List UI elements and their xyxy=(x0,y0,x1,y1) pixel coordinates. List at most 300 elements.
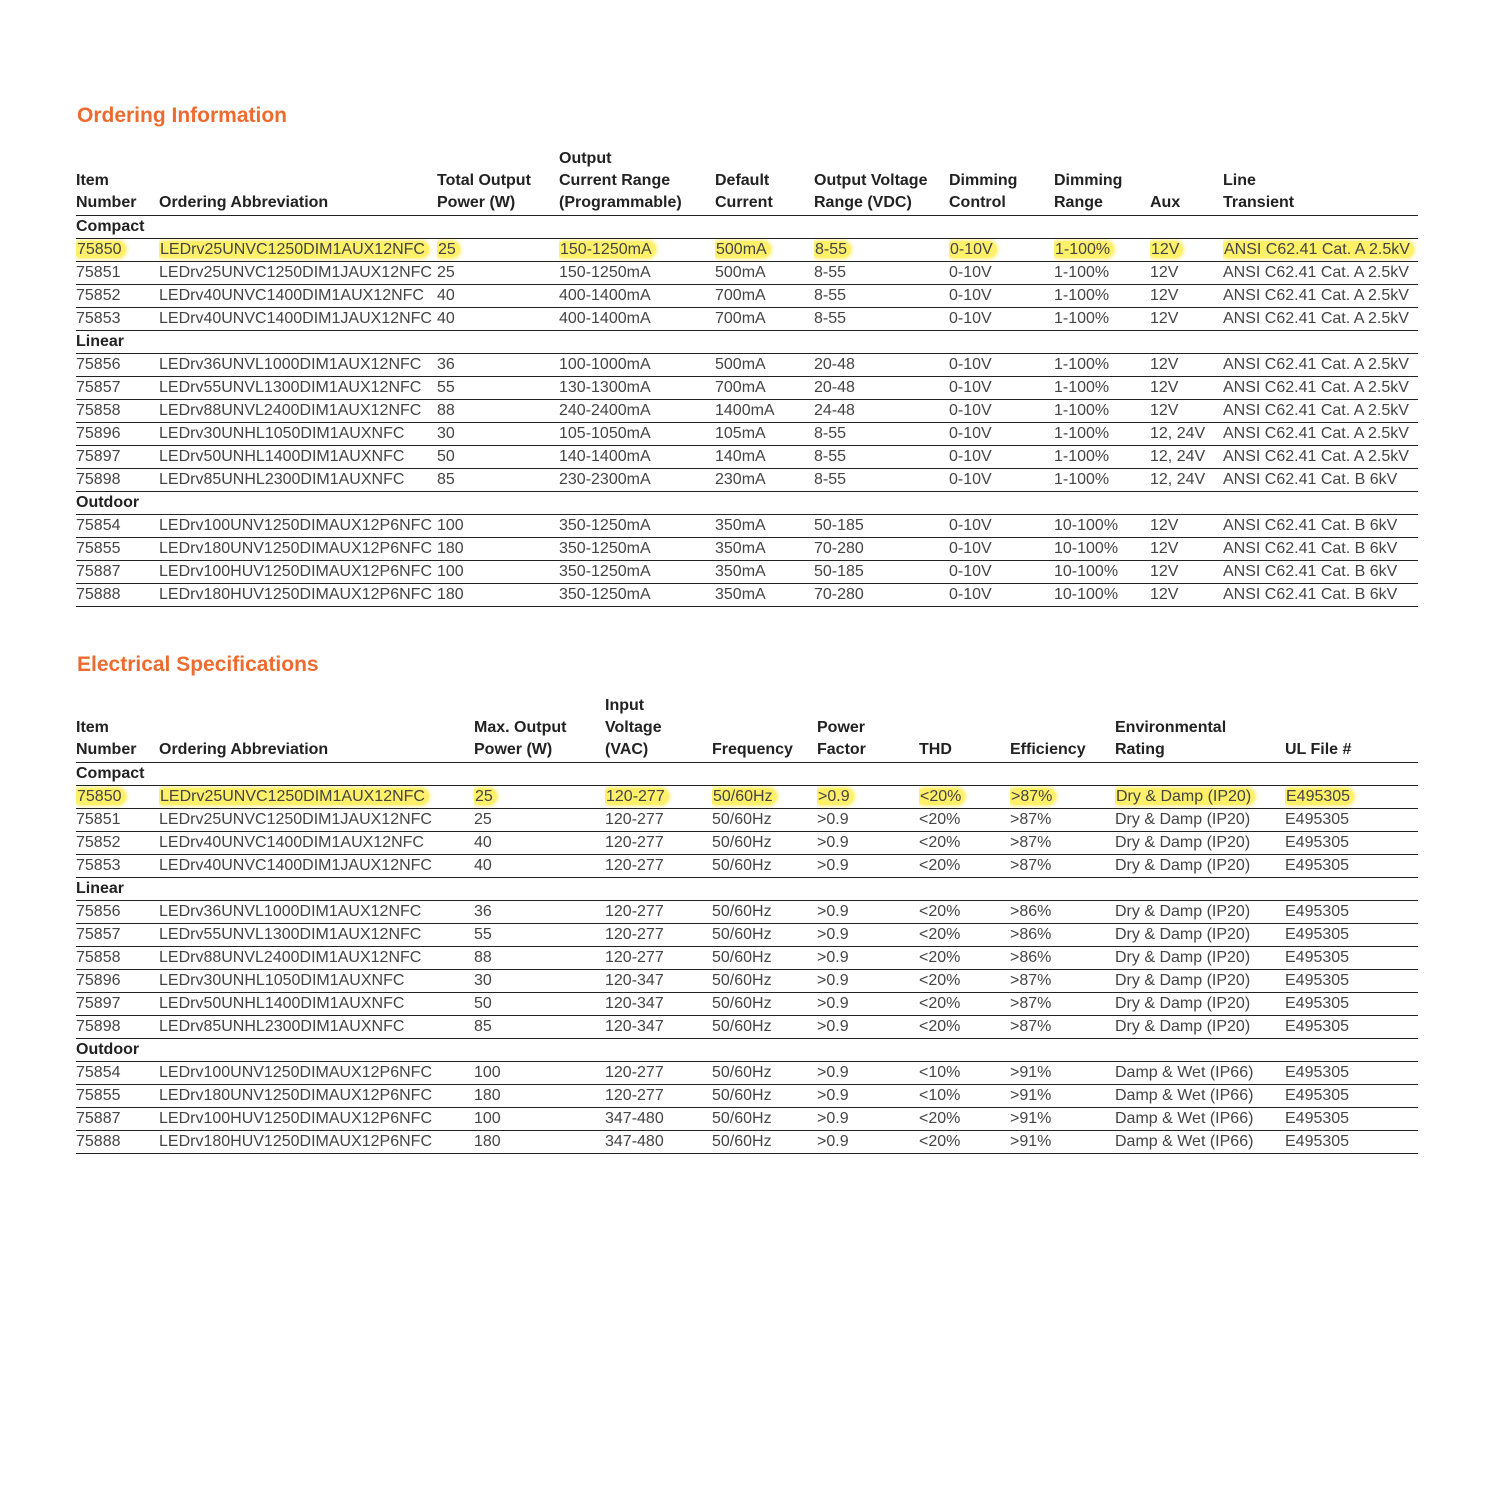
table-cell: 12, 24V xyxy=(1150,423,1223,446)
table-cell: 10-100% xyxy=(1054,538,1150,561)
table-cell: Damp & Wet (IP66) xyxy=(1115,1062,1285,1085)
table-cell: 180 xyxy=(437,538,559,561)
table-cell: Damp & Wet (IP66) xyxy=(1115,1108,1285,1131)
table-cell: 10-100% xyxy=(1054,561,1150,584)
table-cell: 75852 xyxy=(76,285,159,308)
table-cell: ANSI C62.41 Cat. A 2.5kV xyxy=(1223,400,1418,423)
table-cell: <20% xyxy=(919,970,1010,993)
electrical-header-cell: UL File # xyxy=(1285,695,1418,763)
table-cell: E495305 xyxy=(1285,901,1418,924)
table-cell: Dry & Damp (IP20) xyxy=(1115,855,1285,878)
table-row xyxy=(76,423,1418,446)
table-cell: LEDrv180UNV1250DIMAUX12P6NFC xyxy=(159,538,437,561)
table-cell: 36 xyxy=(474,901,605,924)
table-cell: 350-1250mA xyxy=(559,538,715,561)
table-cell: LEDrv30UNHL1050DIM1AUXNFC xyxy=(159,423,437,446)
table-cell: 75858 xyxy=(76,947,159,970)
table-cell: 1-100% xyxy=(1054,262,1150,285)
table-cell: <20% xyxy=(919,1131,1010,1154)
table-cell: >87% xyxy=(1010,970,1115,993)
table-cell: 230mA xyxy=(715,469,814,492)
table-cell: 0-10V xyxy=(949,400,1054,423)
table-cell: 350mA xyxy=(715,515,814,538)
table-row xyxy=(76,538,1418,561)
highlighted-value: Dry & Damp (IP20) xyxy=(1115,788,1255,805)
table-row xyxy=(76,1131,1418,1154)
table-cell: 12V xyxy=(1150,285,1223,308)
ordering-header-cell: Dimming Range xyxy=(1054,148,1150,216)
table-cell: LEDrv88UNVL2400DIM1AUX12NFC xyxy=(159,947,474,970)
ordering-header-cell: Line Transient xyxy=(1223,148,1418,216)
table-cell: E495305 xyxy=(1285,970,1418,993)
table-cell: 75851 xyxy=(76,809,159,832)
table-cell: LEDrv180HUV1250DIMAUX12P6NFC xyxy=(159,584,437,607)
table-cell: >0.9 xyxy=(817,1062,919,1085)
table-row xyxy=(76,400,1418,423)
table-cell: 8-55 xyxy=(814,262,949,285)
table-cell xyxy=(712,786,817,809)
table-cell: LEDrv55UNVL1300DIM1AUX12NFC xyxy=(159,924,474,947)
table-cell: 120-277 xyxy=(605,947,712,970)
table-cell: 350mA xyxy=(715,538,814,561)
table-cell xyxy=(1223,239,1418,262)
electrical-specifications-title: Electrical Specifications xyxy=(77,653,319,676)
highlighted-value: >87% xyxy=(1010,788,1056,805)
table-cell: <20% xyxy=(919,855,1010,878)
table-cell: <20% xyxy=(919,924,1010,947)
highlighted-value: 120-277 xyxy=(605,788,669,805)
ordering-header-cell: Output Current Range (Programmable) xyxy=(559,148,715,216)
table-cell: 400-1400mA xyxy=(559,285,715,308)
table-cell xyxy=(949,239,1054,262)
highlighted-value: >0.9 xyxy=(817,788,854,805)
table-cell: 75888 xyxy=(76,1131,159,1154)
table-cell: 40 xyxy=(437,308,559,331)
table-cell: 350mA xyxy=(715,584,814,607)
electrical-header-cell: Power Factor xyxy=(817,695,919,763)
table-cell: >0.9 xyxy=(817,1131,919,1154)
table-cell: 36 xyxy=(437,354,559,377)
table-cell xyxy=(159,239,437,262)
table-cell: >0.9 xyxy=(817,924,919,947)
table-row xyxy=(76,1108,1418,1131)
table-cell: >0.9 xyxy=(817,809,919,832)
table-cell: 85 xyxy=(437,469,559,492)
table-row xyxy=(76,285,1418,308)
table-cell: ANSI C62.41 Cat. A 2.5kV xyxy=(1223,308,1418,331)
table-cell: 50/60Hz xyxy=(712,924,817,947)
table-cell: 140-1400mA xyxy=(559,446,715,469)
table-cell: >87% xyxy=(1010,1016,1115,1039)
table-cell: ANSI C62.41 Cat. A 2.5kV xyxy=(1223,446,1418,469)
table-cell: 50-185 xyxy=(814,515,949,538)
table-row xyxy=(76,239,1418,262)
electrical-group-row xyxy=(76,1039,1418,1062)
group-label: Linear xyxy=(76,878,1418,901)
table-cell: 120-347 xyxy=(605,1016,712,1039)
table-cell: >0.9 xyxy=(817,1108,919,1131)
table-cell xyxy=(1115,786,1285,809)
table-cell: 0-10V xyxy=(949,285,1054,308)
table-cell: LEDrv88UNVL2400DIM1AUX12NFC xyxy=(159,400,437,423)
ordering-header-row xyxy=(76,148,1418,216)
table-cell: 347-480 xyxy=(605,1108,712,1131)
table-cell: ANSI C62.41 Cat. A 2.5kV xyxy=(1223,285,1418,308)
table-cell: >0.9 xyxy=(817,855,919,878)
table-cell: 85 xyxy=(474,1016,605,1039)
table-cell xyxy=(1054,239,1150,262)
table-cell: 12V xyxy=(1150,400,1223,423)
table-cell: 50/60Hz xyxy=(712,809,817,832)
table-cell: 12V xyxy=(1150,262,1223,285)
table-cell: 50/60Hz xyxy=(712,855,817,878)
group-label: Outdoor xyxy=(76,1039,1418,1062)
table-row xyxy=(76,970,1418,993)
table-cell: ANSI C62.41 Cat. B 6kV xyxy=(1223,469,1418,492)
table-cell: 120-277 xyxy=(605,855,712,878)
table-row xyxy=(76,901,1418,924)
group-label: Compact xyxy=(76,763,1418,786)
table-cell: E495305 xyxy=(1285,1016,1418,1039)
table-cell: 1-100% xyxy=(1054,423,1150,446)
table-cell: 75898 xyxy=(76,469,159,492)
table-cell: >86% xyxy=(1010,947,1115,970)
table-cell: 180 xyxy=(474,1085,605,1108)
table-cell: Dry & Damp (IP20) xyxy=(1115,1016,1285,1039)
table-row xyxy=(76,308,1418,331)
highlighted-value: 0-10V xyxy=(949,241,997,258)
table-cell: 8-55 xyxy=(814,308,949,331)
table-cell: 12, 24V xyxy=(1150,446,1223,469)
table-cell xyxy=(76,786,159,809)
table-cell: Dry & Damp (IP20) xyxy=(1115,924,1285,947)
table-cell: <10% xyxy=(919,1062,1010,1085)
electrical-header-cell: Ordering Abbreviation xyxy=(159,695,474,763)
table-cell: 75896 xyxy=(76,423,159,446)
table-cell: Dry & Damp (IP20) xyxy=(1115,970,1285,993)
table-cell: 75898 xyxy=(76,1016,159,1039)
table-cell: 50 xyxy=(474,993,605,1016)
electrical-header-cell: Max. Output Power (W) xyxy=(474,695,605,763)
table-cell: 120-277 xyxy=(605,809,712,832)
table-cell: 0-10V xyxy=(949,469,1054,492)
ordering-header-cell: Item Number xyxy=(76,148,159,216)
table-cell: 50/60Hz xyxy=(712,947,817,970)
table-cell: 20-48 xyxy=(814,354,949,377)
table-cell: 50/60Hz xyxy=(712,832,817,855)
table-cell: 12V xyxy=(1150,538,1223,561)
table-cell: LEDrv40UNVC1400DIM1AUX12NFC xyxy=(159,832,474,855)
highlighted-value: 150-1250mA xyxy=(559,241,656,258)
table-cell: 70-280 xyxy=(814,584,949,607)
table-cell: 1-100% xyxy=(1054,354,1150,377)
table-cell: 50/60Hz xyxy=(712,970,817,993)
table-cell: LEDrv40UNVC1400DIM1JAUX12NFC xyxy=(159,855,474,878)
table-cell: 120-277 xyxy=(605,1062,712,1085)
table-cell: 50/60Hz xyxy=(712,993,817,1016)
table-cell: E495305 xyxy=(1285,832,1418,855)
table-cell: 120-277 xyxy=(605,1085,712,1108)
table-cell: ANSI C62.41 Cat. A 2.5kV xyxy=(1223,377,1418,400)
table-cell: 350-1250mA xyxy=(559,515,715,538)
table-cell: LEDrv36UNVL1000DIM1AUX12NFC xyxy=(159,901,474,924)
table-cell: 120-277 xyxy=(605,924,712,947)
table-cell: 40 xyxy=(474,832,605,855)
ordering-group-row xyxy=(76,216,1418,239)
highlighted-value: LEDrv25UNVC1250DIM1AUX12NFC xyxy=(159,241,429,258)
table-cell: 0-10V xyxy=(949,584,1054,607)
table-cell: >87% xyxy=(1010,832,1115,855)
table-cell: <10% xyxy=(919,1085,1010,1108)
table-cell: 75853 xyxy=(76,855,159,878)
table-cell: ANSI C62.41 Cat. B 6kV xyxy=(1223,515,1418,538)
table-cell: 500mA xyxy=(715,262,814,285)
table-cell: 1-100% xyxy=(1054,469,1150,492)
table-cell: 75896 xyxy=(76,970,159,993)
table-cell: 700mA xyxy=(715,285,814,308)
table-cell: 0-10V xyxy=(949,446,1054,469)
table-cell: 10-100% xyxy=(1054,584,1150,607)
table-cell: LEDrv40UNVC1400DIM1JAUX12NFC xyxy=(159,308,437,331)
table-cell: 50/60Hz xyxy=(712,1108,817,1131)
table-cell: LEDrv30UNHL1050DIM1AUXNFC xyxy=(159,970,474,993)
table-cell: 50/60Hz xyxy=(712,1085,817,1108)
table-cell: 55 xyxy=(437,377,559,400)
table-row xyxy=(76,1062,1418,1085)
table-cell: 12V xyxy=(1150,584,1223,607)
table-cell: E495305 xyxy=(1285,1085,1418,1108)
table-cell: <20% xyxy=(919,947,1010,970)
table-cell: 30 xyxy=(474,970,605,993)
table-cell: 347-480 xyxy=(605,1131,712,1154)
table-cell: 75888 xyxy=(76,584,159,607)
electrical-header-cell: Frequency xyxy=(712,695,817,763)
table-cell: 180 xyxy=(474,1131,605,1154)
table-cell: E495305 xyxy=(1285,993,1418,1016)
highlighted-value: 8-55 xyxy=(814,241,851,258)
table-cell: >91% xyxy=(1010,1085,1115,1108)
table-cell: LEDrv180UNV1250DIMAUX12P6NFC xyxy=(159,1085,474,1108)
table-cell: >0.9 xyxy=(817,1016,919,1039)
table-cell: <20% xyxy=(919,1108,1010,1131)
ordering-group-row xyxy=(76,492,1418,515)
table-row xyxy=(76,561,1418,584)
table-cell: 8-55 xyxy=(814,423,949,446)
table-cell: >86% xyxy=(1010,924,1115,947)
ordering-header-cell: Dimming Control xyxy=(949,148,1054,216)
table-cell: 75854 xyxy=(76,1062,159,1085)
table-cell: E495305 xyxy=(1285,855,1418,878)
table-cell: ANSI C62.41 Cat. A 2.5kV xyxy=(1223,262,1418,285)
table-row xyxy=(76,855,1418,878)
table-cell: >87% xyxy=(1010,809,1115,832)
table-cell: >0.9 xyxy=(817,901,919,924)
ordering-header-cell: Ordering Abbreviation xyxy=(159,148,437,216)
table-cell: LEDrv50UNHL1400DIM1AUXNFC xyxy=(159,993,474,1016)
table-cell xyxy=(474,786,605,809)
table-cell: 25 xyxy=(474,809,605,832)
table-cell: LEDrv100HUV1250DIMAUX12P6NFC xyxy=(159,561,437,584)
table-cell: 75887 xyxy=(76,1108,159,1131)
table-cell: 100 xyxy=(437,561,559,584)
table-cell: 75857 xyxy=(76,377,159,400)
table-cell: 0-10V xyxy=(949,262,1054,285)
table-cell: 0-10V xyxy=(949,377,1054,400)
table-row xyxy=(76,584,1418,607)
table-row xyxy=(76,377,1418,400)
table-cell: Dry & Damp (IP20) xyxy=(1115,947,1285,970)
table-cell xyxy=(919,786,1010,809)
table-cell xyxy=(437,239,559,262)
table-cell: 120-347 xyxy=(605,970,712,993)
highlighted-value: 75850 xyxy=(76,241,126,258)
table-cell: >0.9 xyxy=(817,993,919,1016)
table-cell: >87% xyxy=(1010,855,1115,878)
table-cell: 120-347 xyxy=(605,993,712,1016)
table-cell: >91% xyxy=(1010,1062,1115,1085)
table-cell: 25 xyxy=(437,262,559,285)
table-cell xyxy=(1285,786,1418,809)
table-cell: 105mA xyxy=(715,423,814,446)
table-cell: 55 xyxy=(474,924,605,947)
table-row xyxy=(76,993,1418,1016)
table-cell: 240-2400mA xyxy=(559,400,715,423)
table-cell: 8-55 xyxy=(814,446,949,469)
table-cell: 75858 xyxy=(76,400,159,423)
table-cell: <20% xyxy=(919,901,1010,924)
table-cell: 88 xyxy=(437,400,559,423)
electrical-header-cell: THD xyxy=(919,695,1010,763)
table-cell: ANSI C62.41 Cat. B 6kV xyxy=(1223,561,1418,584)
table-cell: >91% xyxy=(1010,1108,1115,1131)
table-cell: 140mA xyxy=(715,446,814,469)
table-row xyxy=(76,786,1418,809)
table-cell xyxy=(814,239,949,262)
table-row xyxy=(76,947,1418,970)
table-cell: 0-10V xyxy=(949,308,1054,331)
table-cell: 350-1250mA xyxy=(559,584,715,607)
table-cell: ANSI C62.41 Cat. A 2.5kV xyxy=(1223,423,1418,446)
table-cell: 120-277 xyxy=(605,901,712,924)
table-cell: LEDrv85UNHL2300DIM1AUXNFC xyxy=(159,1016,474,1039)
table-row xyxy=(76,1085,1418,1108)
table-cell: 1400mA xyxy=(715,400,814,423)
table-row xyxy=(76,515,1418,538)
table-cell: Dry & Damp (IP20) xyxy=(1115,901,1285,924)
table-cell: 75897 xyxy=(76,446,159,469)
table-cell: Damp & Wet (IP66) xyxy=(1115,1131,1285,1154)
table-cell: <20% xyxy=(919,1016,1010,1039)
ordering-group-row xyxy=(76,331,1418,354)
table-cell: 75853 xyxy=(76,308,159,331)
group-label: Compact xyxy=(76,216,1418,239)
table-cell: E495305 xyxy=(1285,1108,1418,1131)
table-cell: E495305 xyxy=(1285,809,1418,832)
table-cell: LEDrv36UNVL1000DIM1AUX12NFC xyxy=(159,354,437,377)
table-cell: >0.9 xyxy=(817,970,919,993)
table-cell: 0-10V xyxy=(949,423,1054,446)
table-cell xyxy=(1010,786,1115,809)
highlighted-value: 12V xyxy=(1150,241,1183,258)
table-cell: 1-100% xyxy=(1054,446,1150,469)
highlighted-value: 25 xyxy=(437,241,460,258)
table-cell: 100 xyxy=(437,515,559,538)
table-cell: LEDrv180HUV1250DIMAUX12P6NFC xyxy=(159,1131,474,1154)
table-row xyxy=(76,809,1418,832)
table-cell: 12V xyxy=(1150,515,1223,538)
table-cell: 75897 xyxy=(76,993,159,1016)
table-cell: 75852 xyxy=(76,832,159,855)
table-cell: 10-100% xyxy=(1054,515,1150,538)
table-cell: LEDrv25UNVC1250DIM1JAUX12NFC xyxy=(159,809,474,832)
table-cell: LEDrv100HUV1250DIMAUX12P6NFC xyxy=(159,1108,474,1131)
table-cell: 350-1250mA xyxy=(559,561,715,584)
table-cell: 230-2300mA xyxy=(559,469,715,492)
table-row xyxy=(76,1016,1418,1039)
table-cell: <20% xyxy=(919,832,1010,855)
table-cell: >86% xyxy=(1010,901,1115,924)
table-cell: 8-55 xyxy=(814,285,949,308)
table-cell: 12V xyxy=(1150,308,1223,331)
table-cell: 12V xyxy=(1150,354,1223,377)
electrical-header-cell: Input Voltage (VAC) xyxy=(605,695,712,763)
table-cell: 88 xyxy=(474,947,605,970)
table-cell: 50/60Hz xyxy=(712,1131,817,1154)
table-cell: LEDrv100UNV1250DIMAUX12P6NFC xyxy=(159,515,437,538)
table-cell: <20% xyxy=(919,993,1010,1016)
table-cell: 100-1000mA xyxy=(559,354,715,377)
table-cell: 50/60Hz xyxy=(712,1016,817,1039)
table-cell: Dry & Damp (IP20) xyxy=(1115,809,1285,832)
table-cell xyxy=(559,239,715,262)
table-cell: >0.9 xyxy=(817,947,919,970)
table-cell: LEDrv100UNV1250DIMAUX12P6NFC xyxy=(159,1062,474,1085)
ordering-information-table xyxy=(76,148,1418,607)
highlighted-value: 1-100% xyxy=(1054,241,1114,258)
table-cell: 75857 xyxy=(76,924,159,947)
table-cell: 150-1250mA xyxy=(559,262,715,285)
table-cell: 30 xyxy=(437,423,559,446)
table-cell: 700mA xyxy=(715,308,814,331)
table-cell xyxy=(817,786,919,809)
table-cell: >0.9 xyxy=(817,832,919,855)
table-cell: 400-1400mA xyxy=(559,308,715,331)
table-cell: 12V xyxy=(1150,377,1223,400)
table-row xyxy=(76,832,1418,855)
table-row xyxy=(76,262,1418,285)
table-cell: E495305 xyxy=(1285,947,1418,970)
table-row xyxy=(76,446,1418,469)
electrical-group-row xyxy=(76,878,1418,901)
table-cell: 75855 xyxy=(76,1085,159,1108)
table-cell: ANSI C62.41 Cat. B 6kV xyxy=(1223,538,1418,561)
highlighted-value: E495305 xyxy=(1285,788,1354,805)
table-row xyxy=(76,924,1418,947)
table-cell: 40 xyxy=(437,285,559,308)
table-cell: 70-280 xyxy=(814,538,949,561)
highlighted-value: ANSI C62.41 Cat. A 2.5kV xyxy=(1223,241,1414,258)
highlighted-value: LEDrv25UNVC1250DIM1AUX12NFC xyxy=(159,788,429,805)
table-cell: E495305 xyxy=(1285,924,1418,947)
table-cell: 0-10V xyxy=(949,538,1054,561)
ordering-header-cell: Output Voltage Range (VDC) xyxy=(814,148,949,216)
highlighted-value: 25 xyxy=(474,788,497,805)
table-cell: 20-48 xyxy=(814,377,949,400)
electrical-header-cell: Item Number xyxy=(76,695,159,763)
table-cell: E495305 xyxy=(1285,1131,1418,1154)
ordering-header-cell: Default Current xyxy=(715,148,814,216)
table-cell: 350mA xyxy=(715,561,814,584)
